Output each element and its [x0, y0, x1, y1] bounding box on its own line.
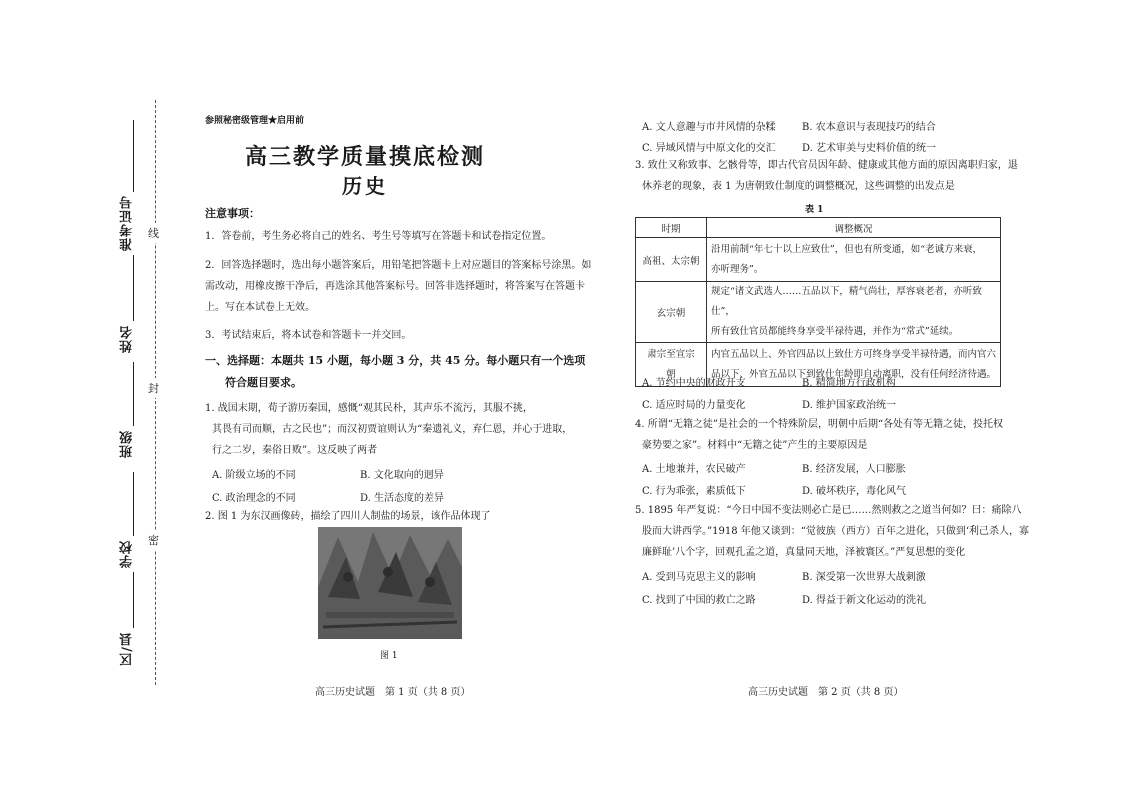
- notice-2-end: 上。写在本试卷上无效。: [205, 302, 315, 313]
- q3-option-c: C. 适应时局的力量变化: [642, 400, 746, 411]
- q5-line3: 廉鲜耻’八个字，回观孔孟之道，真量同天地，泽被寰区。”严复思想的变化: [642, 547, 966, 558]
- q3-option-b: B. 精简地方行政机构: [802, 378, 896, 389]
- district-label: 区/县: [120, 632, 135, 666]
- q1-option-a: A. 阶级立场的不同: [212, 470, 296, 481]
- table-cell-period-line: 朝: [666, 368, 676, 380]
- table-title: 表 1: [805, 205, 824, 215]
- policy-table: [635, 217, 1001, 387]
- page-footer-1: 高三历史试题 第 1 页（共 8 页）: [315, 687, 471, 698]
- table-cell-period-line: 肃宗至宣宗: [647, 348, 695, 360]
- q1-line2: 其畏有司而顺，古之民也”；而汉初贾谊则认为“秦遗礼义，弃仁恩，并心于进取，: [212, 424, 573, 435]
- notice-2-cont: 需改动，用橡皮擦干净后，再选涂其他答案标号。回答非选择题时，将答案写在答题卡: [205, 281, 585, 292]
- table-cell-line: 沿用前制“年七十以上应致仕”，但也有所变通，如“老诚方来衰，: [711, 243, 983, 255]
- class-label: 班级: [120, 430, 135, 458]
- q2-stem: 2. 图 1 为东汉画像砖，描绘了四川人制盐的场景，该作品体现了: [205, 511, 491, 522]
- q1-line3: 行之二岁，秦俗日败”。这反映了两者: [212, 445, 378, 456]
- seal-mark-secret: 密: [148, 530, 159, 550]
- q3-option-d: D. 维护国家政治统一: [802, 400, 897, 411]
- q2-option-b: B. 农本意识与表现技巧的结合: [802, 122, 936, 133]
- table-cell-period: 玄宗朝: [636, 282, 707, 343]
- q2-option-c: C. 异域风情与中原文化的交汇: [642, 143, 776, 154]
- notice-1: 1．答卷前，考生务必将自己的姓名、考生号等填写在答题卡和试卷指定位置。: [205, 231, 552, 242]
- right-page: [600, 0, 1123, 794]
- notice-2: 2．回答选择题时，选出每小题答案后，用铅笔把答题卡上对应题目的答案标号涂黑。如: [205, 260, 592, 271]
- q3-line2: 休养老的现象，表 1 为唐朝致仕制度的调整概况，这些调整的出发点是: [642, 181, 955, 192]
- q2-option-a: A. 文人意趣与市井风情的杂糅: [642, 122, 776, 133]
- q1-line1: 1. 战国末期，荀子游历秦国，感慨“观其民朴，其声乐不流污，其服不挑，: [205, 403, 533, 414]
- q3-option-a: A. 节约中央的财政开支: [642, 378, 746, 389]
- q1-option-b: B. 文化取向的迥异: [360, 470, 444, 481]
- q5-line1: 5. 1895 年严复说：“今日中国不变法则必亡是已……然则救之之道当何如？曰：痛除八: [635, 505, 1022, 516]
- notice-3: 3．考试结束后，将本试卷和答题卡一并交回。: [205, 330, 412, 341]
- exam-title: 高三教学质量摸底检测: [244, 144, 485, 170]
- notice-heading: 注意事项：: [205, 207, 260, 220]
- q5-option-a: A. 受到马克思主义的影响: [642, 572, 756, 583]
- q4-option-b: B. 经济发展，人口膨胀: [802, 464, 906, 475]
- table-header-row: [636, 218, 1001, 238]
- q5-option-b: B. 深受第一次世界大战刺激: [802, 572, 926, 583]
- figure-caption: 图 1: [380, 651, 398, 661]
- section-heading: 一、选择题：本题共 15 小题，每小题 3 分，共 45 分。每小题只有一个选项: [205, 354, 586, 367]
- q4-line2: 豪势要之家”。材料中“无籍之徒”产生的主要原因是: [642, 440, 868, 451]
- table-header-summary: 调整概况: [707, 218, 1001, 238]
- q4-option-c: C. 行为乖张，素质低下: [642, 486, 746, 497]
- subject-title: 历史: [342, 174, 388, 198]
- table-cell-line: 内官五品以上、外官四品以上致仕方可终身享受半禄待遇，而内官六: [711, 348, 997, 360]
- name-label: 姓名: [120, 325, 135, 353]
- seal-mark-line: 线: [148, 223, 159, 243]
- q1-option-d: D. 生活态度的差异: [360, 493, 445, 504]
- q2-option-d: D. 艺术审美与史料价值的统一: [802, 143, 937, 154]
- table-cell-line: 亦听理务”。: [711, 263, 764, 275]
- page-footer-2: 高三历史试题 第 2 页（共 8 页）: [748, 687, 904, 698]
- table-cell-summary: [707, 282, 1001, 343]
- q5-option-d: D. 得益于新文化运动的洗礼: [802, 595, 927, 606]
- exam-id-label: 准考证号: [120, 195, 135, 251]
- table-cell-line: 品以下、外官五品以下到致仕年龄即自动离职，没有任何经济待遇。: [711, 368, 997, 380]
- table-header-period: 时期: [636, 218, 707, 238]
- section-heading-cont: 符合题目要求。: [225, 376, 302, 389]
- secret-note: 参照秘密级管理★启用前: [205, 116, 305, 126]
- table-row: [636, 282, 1001, 343]
- seal-mark-seal: 封: [148, 378, 159, 398]
- q4-option-a: A. 土地兼并，农民破产: [642, 464, 746, 475]
- q5-option-c: C. 找到了中国的救亡之路: [642, 595, 756, 606]
- q5-line2: 股而大讲西学。”1918 年他又谈到：“觉彼族（西方）百年之进化，只做到‘利己杀人，寡: [642, 526, 1030, 537]
- q3-line1: 3. 致仕又称致事、乞骸骨等，即古代官员因年龄、健康或其他方面的原因离职归家，退: [635, 160, 1018, 171]
- table-cell-summary: [707, 238, 1001, 282]
- school-label: 学校: [120, 540, 135, 568]
- salt-making-relief-image: [318, 527, 462, 639]
- table-row: [636, 238, 1001, 282]
- q1-option-c: C. 政治理念的不同: [212, 493, 296, 504]
- table-cell-line: 所有致仕官员都能终身享受半禄待遇，并作为“常式”延续。: [711, 326, 959, 337]
- q4-line1: 4. 所谓“无籍之徒”是社会的一个特殊阶层，明朝中后期“各处有等无籍之徒，投托权: [635, 419, 1004, 430]
- table-cell-period: 高祖、太宗朝: [636, 238, 707, 282]
- q4-option-d: D. 破坏秩序，毒化风气: [802, 486, 907, 497]
- table-cell-line: 规定“诸文武选人……五品以下，精气尚壮，厚容衰老者，亦听致仕”，: [711, 286, 982, 317]
